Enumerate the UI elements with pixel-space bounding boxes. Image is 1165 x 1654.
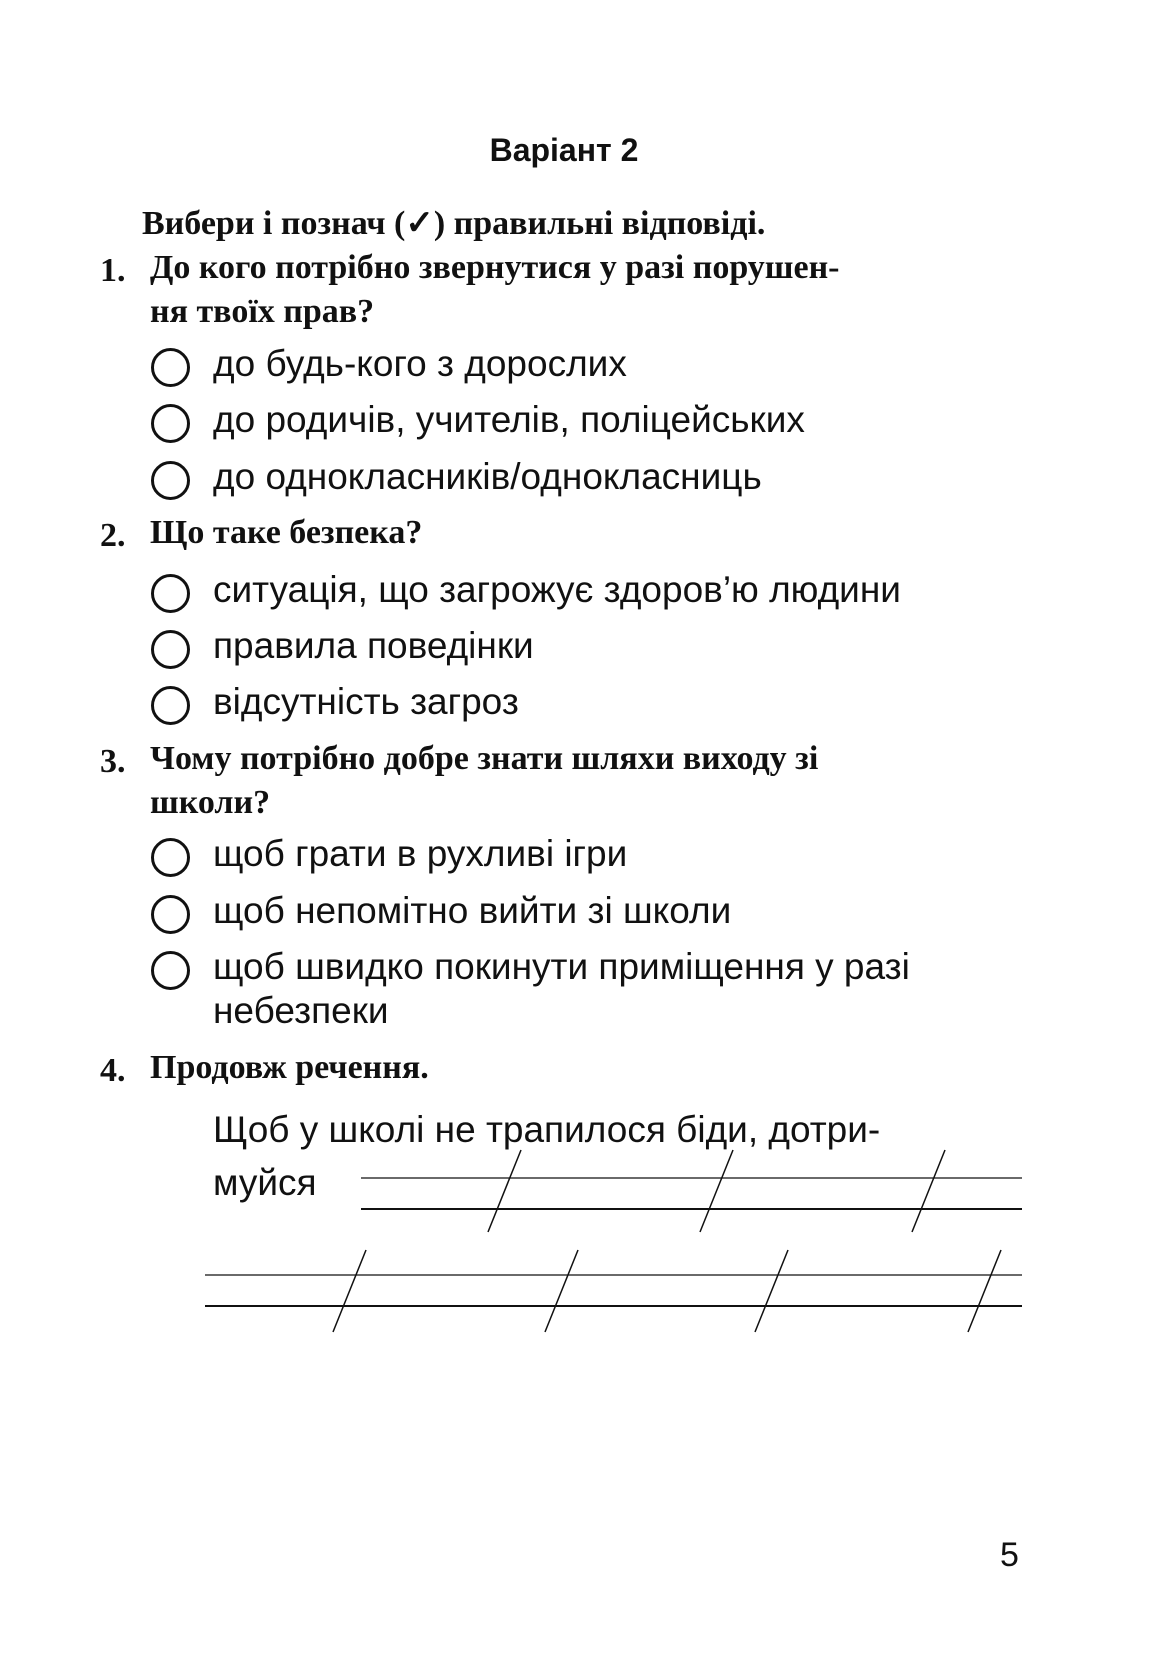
sentence-line1: Щоб у школі не трапилося біди, дотри- (213, 1109, 881, 1150)
writing-line-2-slant-2 (545, 1250, 578, 1332)
question-3-number: 3. (100, 743, 126, 780)
question-3-option-3-label: щоб швидко покинути приміщення у разі небезпеки (213, 946, 910, 1031)
question-3-text-line2: школи? (150, 784, 271, 821)
instruction: Вибери і познач (✓) правильні відповіді. (142, 205, 766, 242)
question-1-option-2-label: до родичів, учителів, поліцейських (213, 399, 805, 440)
page-number: 5 (1000, 1536, 1019, 1574)
question-1-number: 1. (100, 252, 126, 289)
writing-line-2-slant-1 (333, 1250, 366, 1332)
writing-line-1-slant-2 (700, 1150, 733, 1232)
question-4-number: 4. (100, 1052, 126, 1089)
question-3-text-line1: Чому потрібно добре знати шляхи виходу зі (150, 740, 819, 777)
question-1-option-3-label: до однокласників/однокласниць (213, 456, 762, 497)
question-2-number: 2. (100, 517, 126, 554)
writing-line-2-slant-3 (755, 1250, 788, 1332)
question-2-option-1-label: ситуація, що загрожує здоров’ю людини (213, 569, 901, 610)
writing-line-1-slant-1 (488, 1150, 521, 1232)
question-3-option-2-label: щоб непомітно вийти зі школи (213, 890, 732, 931)
variant-title: Варіант 2 (489, 132, 639, 168)
question-4-text: Продовж речення. (150, 1049, 429, 1086)
writing-line-1-slant-3 (912, 1150, 945, 1232)
question-2-text: Що таке безпека? (150, 514, 423, 551)
question-2-option-2-label: правила поведінки (213, 625, 534, 666)
question-2-option-3-label: відсутність загроз (213, 681, 519, 722)
question-1-text-line2: ня твоїх прав? (150, 293, 375, 330)
question-3-option-1-label: щоб грати в рухливі ігри (213, 833, 628, 874)
writing-line-2-slant-4 (968, 1250, 1001, 1332)
question-1-option-1-label: до будь-кого з дорослих (213, 343, 627, 384)
question-1-text-line1: До кого потрібно звернутися у разі порушен- (150, 249, 840, 286)
sentence-line2: муйся (213, 1162, 317, 1203)
